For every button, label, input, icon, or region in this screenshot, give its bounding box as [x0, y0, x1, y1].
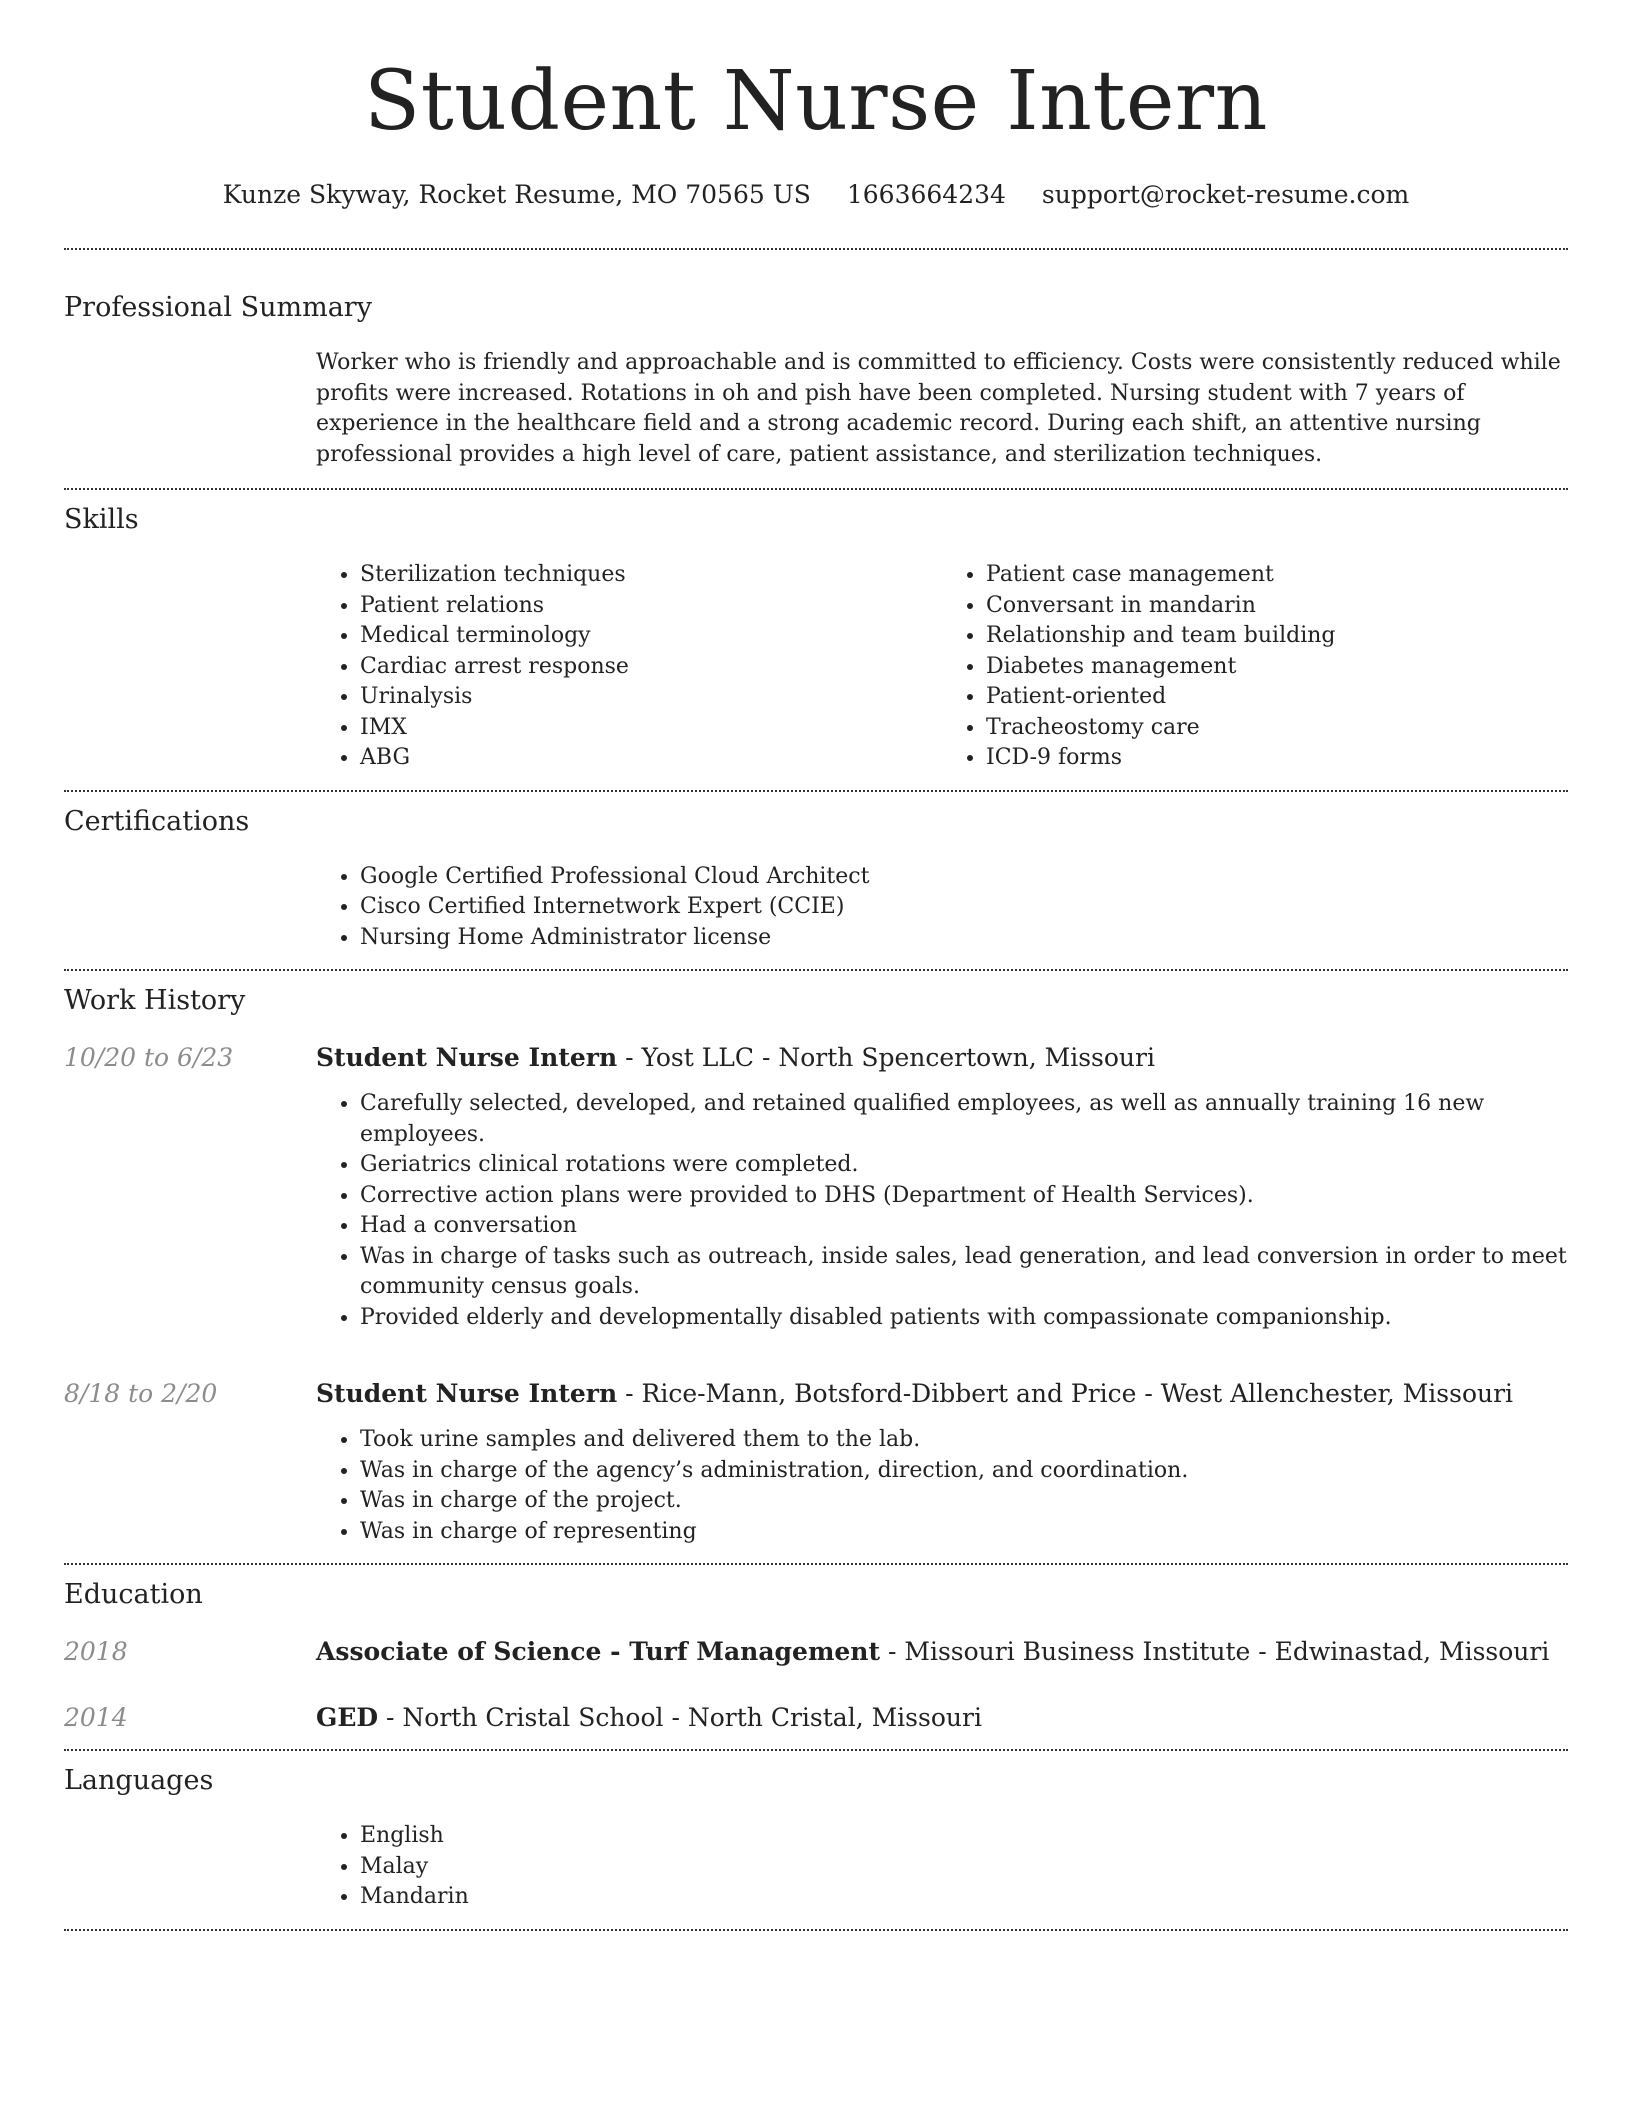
job-bullet: • Was in charge of the agency’s administration, direction, and coordination. [360, 1456, 1568, 1487]
skill-item: • Diabetes management [986, 652, 1568, 683]
contact-phone: 1663664234 [846, 180, 1006, 209]
skill-item: • Urinalysis [360, 682, 942, 713]
job-entry [64, 1377, 1568, 1547]
job-bullets [316, 1425, 1568, 1547]
skills-section [64, 490, 1568, 790]
education-year: 2014 [64, 1703, 128, 1732]
job-main [316, 1377, 1568, 1547]
education-details: - North Cristal School - North Cristal, Missouri [378, 1703, 982, 1732]
skill-item: • IMX [360, 713, 942, 744]
summary-text: Worker who is friendly and approachable and is committed to efficiency. Costs were consistently reduced while profits were increased. Rotations in oh and pish have been completed. Nursing student with 7 years of experience in the healthcare field and a strong academic record. During each shift, an attentive nursing professional provides a high level of care, patient assistance, and sterilization techniques. [316, 350, 1561, 467]
job-entry [64, 1041, 1568, 1333]
education-degree: GED [316, 1703, 379, 1732]
job-bullet: • Was in charge of tasks such as outreach, inside sales, lead generation, and lead conversion in order to meet community census goals. [360, 1242, 1568, 1303]
skill-item: • Tracheostomy care [986, 713, 1568, 744]
skill-item: • Patient relations [360, 591, 942, 622]
skill-item: • Medical terminology [360, 621, 942, 652]
skill-item: • Conversant in mandarin [986, 591, 1568, 622]
resume-title: Student Nurse Intern [364, 54, 1268, 149]
contact-address: Kunze Skyway, Rocket Resume, MO 70565 US [222, 180, 811, 209]
languages-body [316, 1821, 1568, 1913]
education-degree: Associate of Science - Turf Management [316, 1637, 881, 1666]
job-bullet: • Geriatrics clinical rotations were completed. [360, 1150, 1568, 1181]
skill-item: • Sterilization techniques [360, 560, 942, 591]
certifications-list [316, 862, 1568, 954]
skills-list-left [316, 560, 942, 774]
contact-line [64, 178, 1568, 212]
job-details: - Yost LLC - North Spencertown, Missouri [617, 1043, 1155, 1072]
language-item: • Mandarin [360, 1882, 1568, 1913]
job-bullet: • Was in charge of representing [360, 1517, 1568, 1548]
job-heading [316, 1377, 1568, 1411]
education-section [64, 1565, 1568, 1749]
education-heading: Education [64, 1579, 203, 1610]
certification-item: • Google Certified Professional Cloud Architect [360, 862, 1568, 893]
contact-email: support@rocket-resume.com [1041, 180, 1410, 209]
job-role: Student Nurse Intern [316, 1043, 618, 1072]
work-section [64, 971, 1568, 1563]
skills-heading: Skills [64, 504, 139, 535]
language-item: • Malay [360, 1852, 1568, 1883]
summary-heading: Professional Summary [64, 292, 372, 323]
job-role: Student Nurse Intern [316, 1379, 618, 1408]
skills-columns [316, 560, 1568, 774]
skill-item: • ABG [360, 743, 942, 774]
education-entry [64, 1701, 1568, 1735]
job-bullet: • Took urine samples and delivered them to the lab. [360, 1425, 1568, 1456]
job-dates: 8/18 to 2/20 [64, 1379, 218, 1408]
skill-item: • ICD-9 forms [986, 743, 1568, 774]
languages-section [64, 1751, 1568, 1929]
education-entry [64, 1635, 1568, 1669]
education-year: 2018 [64, 1637, 128, 1666]
certification-item: • Nursing Home Administrator license [360, 923, 1568, 954]
language-item: • English [360, 1821, 1568, 1852]
certifications-section [64, 792, 1568, 970]
job-bullets [316, 1089, 1568, 1333]
job-bullet: • Carefully selected, developed, and retained qualified employees, as well as annually training 16 new employees. [360, 1089, 1568, 1150]
education-heading-line [316, 1635, 1568, 1669]
skill-item: • Relationship and team building [986, 621, 1568, 652]
job-bullet: • Provided elderly and developmentally disabled patients with compassionate companionship. [360, 1303, 1568, 1334]
job-details: - Rice-Mann, Botsford-Dibbert and Price - West Allenchester, Missouri [617, 1379, 1514, 1408]
certifications-heading: Certifications [64, 805, 250, 837]
job-heading [316, 1041, 1568, 1075]
job-bullet: • Corrective action plans were provided to DHS (Department of Health Services). [360, 1181, 1568, 1212]
languages-list [316, 1821, 1568, 1913]
summary-section [64, 250, 1568, 488]
skill-item: • Patient case management [986, 560, 1568, 591]
divider [64, 1929, 1568, 1931]
work-heading: Work History [64, 985, 246, 1016]
certifications-body [316, 862, 1568, 954]
skill-item: • Patient-oriented [986, 682, 1568, 713]
job-bullet: • Had a conversation [360, 1211, 1568, 1242]
certification-item: • Cisco Certified Internetwork Expert (CCIE) [360, 892, 1568, 923]
job-main [316, 1041, 1568, 1333]
skill-item: • Cardiac arrest response [360, 652, 942, 683]
education-heading-line [316, 1701, 1568, 1735]
skills-list-right [942, 560, 1568, 774]
job-bullet: • Was in charge of the project. [360, 1486, 1568, 1517]
job-dates: 10/20 to 6/23 [64, 1043, 234, 1072]
languages-heading: Languages [64, 1765, 214, 1796]
education-details: - Missouri Business Institute - Edwinastad, Missouri [880, 1637, 1550, 1666]
